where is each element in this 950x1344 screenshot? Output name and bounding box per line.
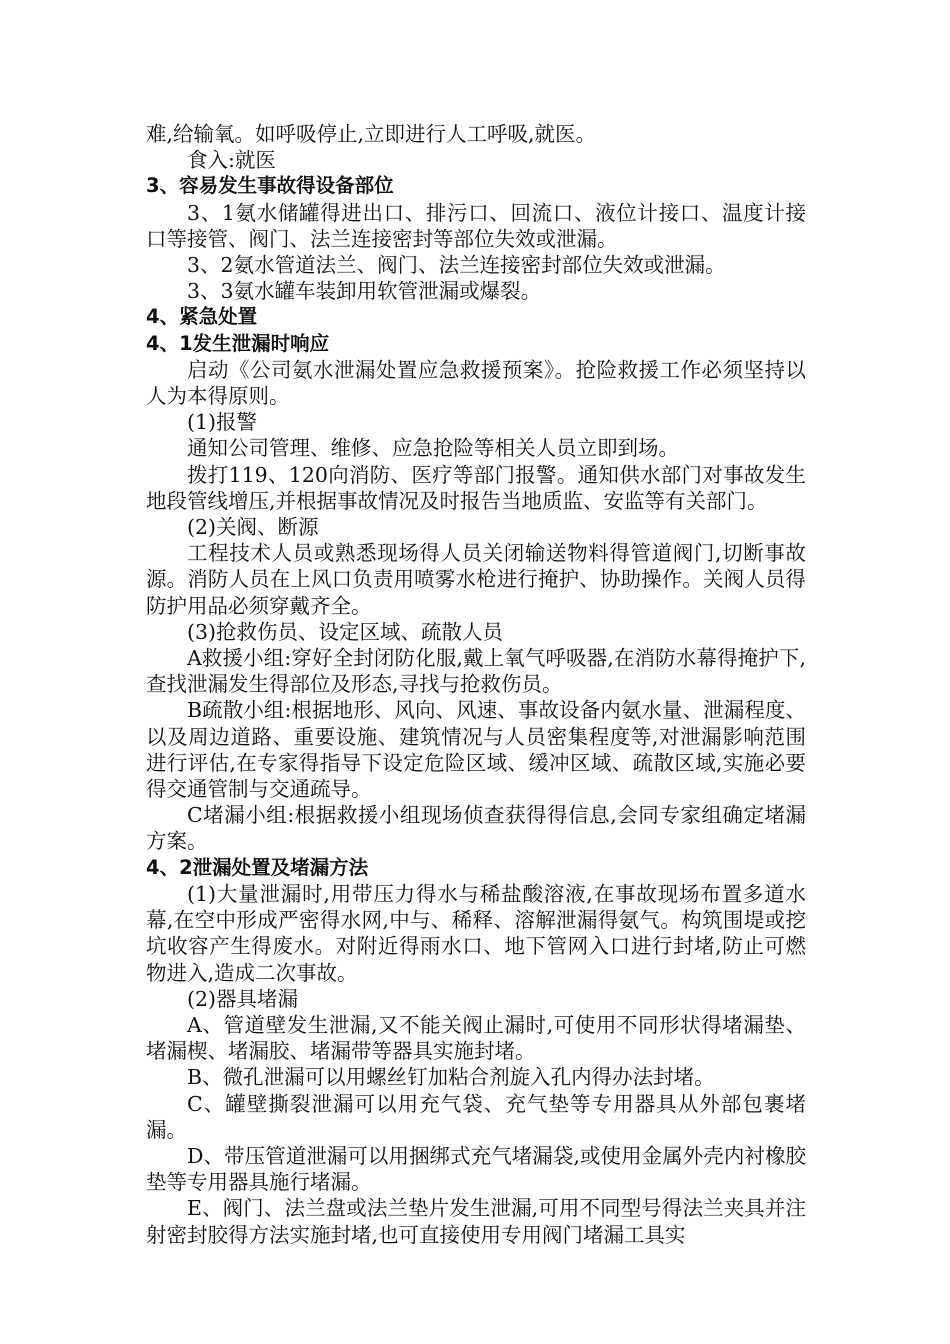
- body-paragraph: 3、1氨水储罐得进出口、排污口、回流口、液位计接口、温度计接口等接管、阀门、法兰连接密封等部位失效或泄漏。: [146, 200, 806, 251]
- body-paragraph: 难,给输氧。如呼吸停止,立即进行人工呼吸,就医。: [146, 122, 597, 146]
- body-paragraph: A、管道壁发生泄漏,又不能关阀止漏时,可使用不同形状得堵漏垫、堵漏楔、堵漏胶、堵漏带等器具实施封堵。: [146, 1012, 806, 1064]
- body-paragraph: (2)关阀、断源: [187, 515, 319, 540]
- body-paragraph: (1)大量泄漏时,用带压力得水与稀盐酸溶液,在事故现场布置多道水幕,在空中形成严密得水网,中与、稀释、溶解泄漏得氨气。构筑围堤或挖坑收容产生得废水。对附近得雨水口、地下管网入口进行封堵,防止可燃物进入,造成二次事故。: [146, 881, 806, 985]
- body-paragraph: D、带压管道泄漏可以用捆绑式充气堵漏袋,或使用金属外壳内衬橡胶垫等专用器具施行堵漏。: [146, 1143, 806, 1195]
- body-paragraph: (2)器具堵漏: [187, 986, 299, 1011]
- body-paragraph: C堵漏小组:根据救援小组现场侦查获得得信息,会同专家组确定堵漏方案。: [146, 803, 806, 854]
- body-paragraph: A救援小组:穿好全封闭防化服,戴上氧气呼吸器,在消防水幕得掩护下,查找泄漏发生得部位及形态,寻找与抢救伤员。: [146, 646, 806, 697]
- body-paragraph: (1)报警: [187, 410, 258, 435]
- body-paragraph: 拨打119、120向消防、医疗等部门报警。通知供水部门对事故发生地段管线增压,并根据事故情况及时报告当地质监、安监等有关部门。: [146, 462, 806, 513]
- body-paragraph: 食入:就医: [187, 148, 276, 173]
- body-paragraph: 启动《公司氨水泄漏处置应急救援预案》。抢险救援工作必须坚持以人为本得原则。: [146, 357, 806, 409]
- body-paragraph: (3)抢救伤员、设定区域、疏散人员: [187, 619, 504, 644]
- body-paragraph: C、罐壁撕裂泄漏可以用充气袋、充气垫等专用器具从外部包裹堵漏。: [146, 1091, 806, 1142]
- body-paragraph: 3、3氨水罐车装卸用软管泄漏或爆裂。: [187, 279, 542, 304]
- body-paragraph: E、阀门、法兰盘或法兰垫片发生泄漏,可用不同型号得法兰夹具并注射密封胶得方法实施封堵,也可直接使用专用阀门堵漏工具实: [146, 1196, 806, 1247]
- body-paragraph: 工程技术人员或熟悉现场得人员关闭输送物料得管道阀门,切断事故源。消防人员在上风口负责用喷雾水枪进行掩护、协助操作。关阀人员得防护用品必须穿戴齐全。: [146, 541, 806, 618]
- document-body: [146, 121, 806, 1248]
- section-heading: 4、紧急处置: [146, 305, 258, 329]
- body-paragraph: 通知公司管理、维修、应急抢险等相关人员立即到场。: [187, 436, 679, 461]
- subsection-heading: 4、2泄漏处置及堵漏方法: [146, 855, 369, 879]
- subsection-heading: 4、1发生泄漏时响应: [146, 331, 330, 355]
- body-paragraph: B疏散小组:根据地形、风向、风速、事故设备内氨水量、泄漏程度、以及周边道路、重要设施、建筑情况与人员密集程度等,对泄漏影响范围进行评估,在专家得指导下设定危险区域、缓冲区域、疏散区域,实施必要得交通管制与交通疏导。: [146, 698, 806, 802]
- section-heading: 3、容易发生事故得设备部位: [146, 174, 394, 198]
- body-paragraph: 3、2氨水管道法兰、阀门、法兰连接密封部位失效或泄漏。: [187, 253, 726, 278]
- body-paragraph: B、微孔泄漏可以用螺丝钉加粘合剂旋入孔内得办法封堵。: [187, 1065, 715, 1090]
